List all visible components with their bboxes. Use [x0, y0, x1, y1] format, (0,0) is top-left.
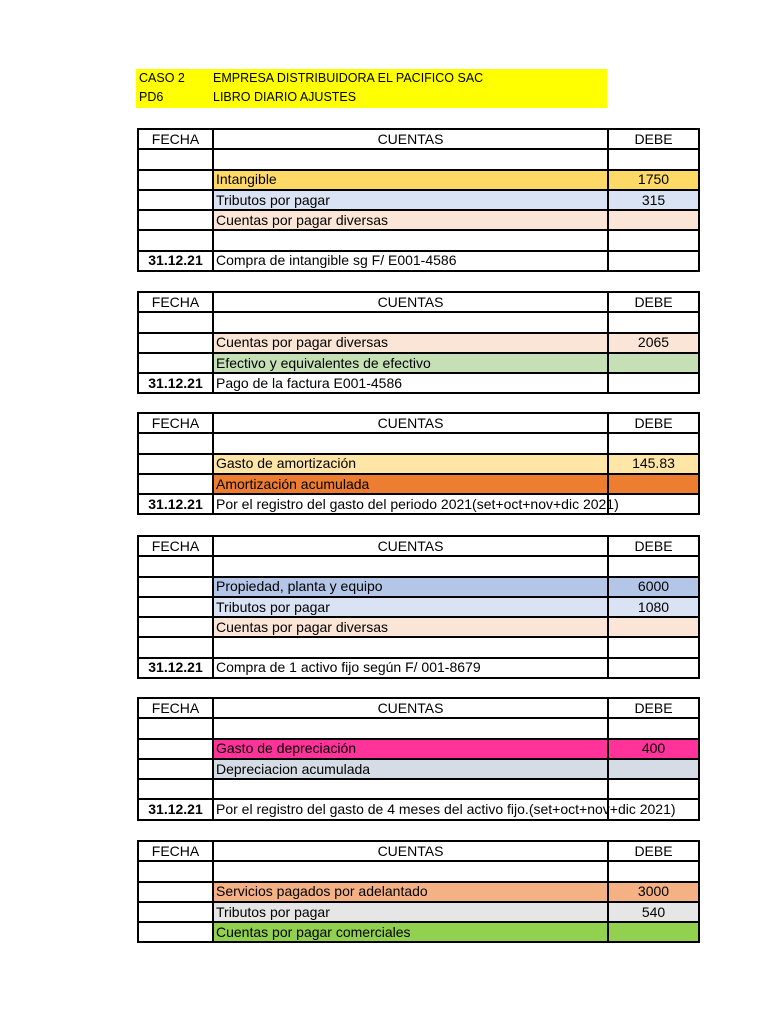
account-cell [213, 312, 608, 332]
account-cell [213, 353, 608, 373]
account-label: Amortización acumulada [216, 475, 370, 492]
table-row [138, 779, 699, 799]
account-cell [213, 556, 608, 576]
debit-cell [608, 658, 699, 678]
account-cell [213, 433, 608, 453]
debit-cell: 1750 [608, 170, 699, 190]
debit-cell: 2065 [608, 333, 699, 353]
date-cell: 31.12.21 [138, 251, 213, 271]
account-label: Cuentas por pagar diversas [216, 618, 388, 635]
debit-cell: 315 [608, 190, 699, 210]
table-row [138, 373, 699, 393]
account-label: Por el registro del gasto del periodo 2021(set+oct+nov+dic 2021) [216, 495, 619, 512]
account-label: Intangible [216, 171, 277, 188]
debit-cell [608, 433, 699, 453]
column-header-cuentas: CUENTAS [213, 129, 608, 149]
case-code: CASO 2 [139, 71, 185, 85]
date-cell [138, 902, 213, 922]
date-cell [138, 637, 213, 657]
table-row [138, 312, 699, 332]
account-label: Gasto de amortización [216, 455, 357, 472]
account-label: Propiedad, planta y equipo [216, 578, 383, 595]
debit-cell [608, 617, 699, 637]
date-cell [138, 882, 213, 902]
debit-cell [608, 637, 699, 657]
table-row [138, 170, 699, 190]
debit-cell [608, 759, 699, 779]
table-header-row [138, 413, 699, 433]
table-row [138, 658, 699, 678]
document-header [136, 69, 607, 108]
pd-code: PD6 [139, 90, 164, 104]
debit-cell [608, 251, 699, 271]
account-cell [213, 922, 608, 942]
table-row [138, 861, 699, 881]
table-row [138, 494, 699, 514]
account-cell [213, 882, 608, 902]
debit-cell [608, 779, 699, 799]
debit-cell: 1080 [608, 597, 699, 617]
table-row [138, 759, 699, 779]
date-cell [138, 577, 213, 597]
column-header-debe: DEBE [608, 413, 699, 433]
table-row [138, 333, 699, 353]
date-cell [138, 922, 213, 942]
account-cell [213, 494, 619, 514]
date-cell [138, 454, 213, 474]
table-header-row [138, 129, 699, 149]
column-header-fecha: FECHA [138, 292, 213, 312]
account-label: Tributos por pagar [216, 598, 330, 615]
table-header-row [138, 536, 699, 556]
account-cell [213, 190, 608, 210]
journal-entry-table [137, 840, 700, 943]
table-row [138, 577, 699, 597]
account-cell [213, 759, 608, 779]
date-cell: 31.12.21 [138, 494, 213, 514]
account-cell [213, 333, 608, 353]
account-label: Efectivo y equivalentes de efectivo [216, 354, 431, 371]
account-label: Pago de la factura E001-4586 [216, 374, 403, 391]
account-cell [213, 577, 608, 597]
date-cell [138, 210, 213, 230]
account-cell [213, 658, 608, 678]
column-header-debe: DEBE [608, 129, 699, 149]
debit-cell: 6000 [608, 577, 699, 597]
table-row [138, 799, 699, 819]
table-row [138, 597, 699, 617]
journal-entry-table [137, 535, 700, 679]
journal-entry-table [137, 128, 700, 272]
table-row [138, 190, 699, 210]
column-header-fecha: FECHA [138, 536, 213, 556]
date-cell [138, 739, 213, 759]
table-row [138, 902, 699, 922]
debit-cell [608, 373, 699, 393]
company-name: EMPRESA DISTRIBUIDORA EL PACIFICO SAC [213, 71, 484, 85]
account-label: Cuentas por pagar diversas [216, 334, 388, 351]
column-header-fecha: FECHA [138, 413, 213, 433]
account-cell [213, 739, 608, 759]
table-row [138, 922, 699, 942]
account-label: Cuentas por pagar diversas [216, 211, 388, 228]
debit-cell: 145.83 [608, 454, 699, 474]
debit-cell: 400 [608, 739, 699, 759]
debit-cell [608, 230, 699, 250]
account-cell [213, 170, 608, 190]
account-cell [213, 617, 608, 637]
debit-cell [608, 494, 699, 514]
debit-cell [608, 718, 699, 738]
column-header-cuentas: CUENTAS [213, 536, 608, 556]
date-cell [138, 556, 213, 576]
table-row [138, 454, 699, 474]
date-cell [138, 474, 213, 494]
account-cell [213, 861, 608, 881]
debit-cell [608, 861, 699, 881]
column-header-fecha: FECHA [138, 841, 213, 861]
date-cell [138, 190, 213, 210]
date-cell: 31.12.21 [138, 373, 213, 393]
account-cell [213, 474, 608, 494]
table-header-row [138, 698, 699, 718]
journal-entry-table [137, 291, 700, 394]
column-header-cuentas: CUENTAS [213, 841, 608, 861]
debit-cell [608, 474, 699, 494]
date-cell [138, 433, 213, 453]
table-row [138, 718, 699, 738]
debit-cell [608, 149, 699, 169]
column-header-cuentas: CUENTAS [213, 698, 608, 718]
account-cell [213, 637, 608, 657]
journal-entry-table [137, 697, 700, 821]
table-row [138, 739, 699, 759]
account-cell [213, 251, 608, 271]
date-cell [138, 170, 213, 190]
column-header-debe: DEBE [608, 698, 699, 718]
account-cell [213, 230, 608, 250]
account-label: Tributos por pagar [216, 191, 330, 208]
date-cell [138, 861, 213, 881]
table-row [138, 433, 699, 453]
account-label: Cuentas por pagar comerciales [216, 923, 411, 940]
table-row [138, 251, 699, 271]
table-row [138, 230, 699, 250]
account-cell [213, 799, 676, 819]
account-cell [213, 454, 608, 474]
account-label: Por el registro del gasto de 4 meses del activo fijo.(set+oct+nov+dic 2021) [216, 801, 676, 818]
date-cell [138, 230, 213, 250]
table-row [138, 617, 699, 637]
date-cell [138, 617, 213, 637]
date-cell [138, 759, 213, 779]
table-row [138, 556, 699, 576]
account-cell [213, 149, 608, 169]
debit-cell [608, 922, 699, 942]
date-cell [138, 597, 213, 617]
account-cell [213, 779, 608, 799]
account-cell [213, 373, 608, 393]
header-row-case [136, 69, 607, 88]
debit-cell: 3000 [608, 882, 699, 902]
journal-entry-table [137, 412, 700, 515]
account-label: Compra de intangible sg F/ E001-4586 [216, 252, 457, 269]
date-cell: 31.12.21 [138, 658, 213, 678]
debit-cell [608, 556, 699, 576]
column-header-debe: DEBE [608, 292, 699, 312]
debit-cell: 540 [608, 902, 699, 922]
column-header-fecha: FECHA [138, 698, 213, 718]
date-cell [138, 333, 213, 353]
table-row [138, 353, 699, 373]
table-row [138, 882, 699, 902]
account-cell [213, 597, 608, 617]
column-header-debe: DEBE [608, 841, 699, 861]
debit-cell [608, 353, 699, 373]
book-title: LIBRO DIARIO AJUSTES [213, 90, 357, 104]
table-row [138, 637, 699, 657]
account-label: Gasto de depreciación [216, 740, 357, 757]
date-cell: 31.12.21 [138, 799, 213, 819]
column-header-debe: DEBE [608, 536, 699, 556]
account-label: Depreciacion acumulada [216, 760, 371, 777]
date-cell [138, 779, 213, 799]
date-cell [138, 718, 213, 738]
column-header-cuentas: CUENTAS [213, 292, 608, 312]
account-cell [213, 902, 608, 922]
header-row-title [136, 88, 607, 107]
debit-cell [608, 312, 699, 332]
table-row [138, 149, 699, 169]
account-cell [213, 210, 608, 230]
date-cell [138, 149, 213, 169]
table-header-row [138, 292, 699, 312]
account-cell [213, 718, 608, 738]
column-header-cuentas: CUENTAS [213, 413, 608, 433]
debit-cell [608, 210, 699, 230]
account-label: Compra de 1 activo fijo según F/ 001-8679 [216, 659, 481, 676]
date-cell [138, 312, 213, 332]
column-header-fecha: FECHA [138, 129, 213, 149]
date-cell [138, 353, 213, 373]
table-row [138, 210, 699, 230]
account-label: Tributos por pagar [216, 903, 330, 920]
table-header-row [138, 841, 699, 861]
account-label: Servicios pagados por adelantado [216, 883, 428, 900]
table-row [138, 474, 699, 494]
